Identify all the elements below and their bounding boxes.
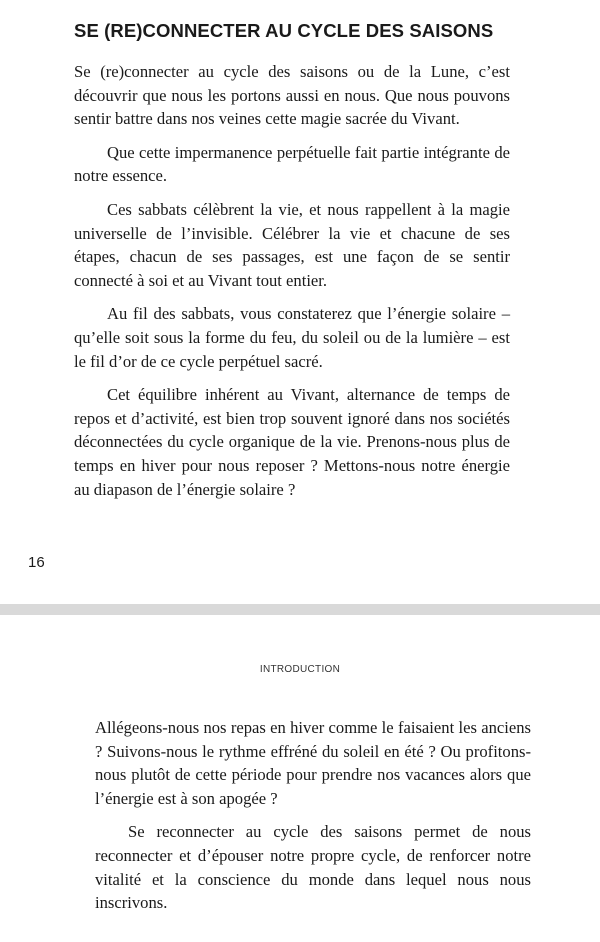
body-text-continued	[95, 716, 531, 925]
page-number: 16	[28, 554, 45, 571]
paragraph-5: Cet équilibre inhérent au Vivant, alternance de temps de repos et d’activité, est bien trop souvent ignoré dans nos sociétés déconnectées du cycle organique de la vie. Prenons-nous plus de temps en hiver pour nous reposer ? Mettons-nous notre énergie au diapason de l’énergie solaire ?	[74, 385, 510, 499]
paragraph-2: Que cette impermanence perpétuelle fait partie intégrante de notre essence.	[74, 142, 510, 186]
page-separator	[0, 604, 600, 615]
page-17	[0, 615, 600, 942]
paragraph-1: Se (re)connecter au cycle des saisons ou de la Lune, c’est découvrir que nous les portons aussi en nous. Que nous pouvons sentir battre dans nos veines cette magie sacrée du Vivant.	[74, 62, 510, 129]
paragraph-4: Au fil des sabbats, vous constaterez que l’énergie solaire – qu’elle soit sous la forme du feu, du soleil ou de la lumière – est le fil d’or de ce cycle perpétuel sacré.	[74, 304, 510, 371]
running-head: INTRODUCTION	[259, 664, 341, 675]
paragraph-3: Ces sabbats célèbrent la vie, et nous rappellent à la magie universelle de l’invisible. Célébrer la vie et chacune de ses étapes, chacun de ses passages, est une façon de se sentir connecté à soi et au Vivant tout entier.	[74, 199, 510, 290]
paragraph-7: Se reconnecter au cycle des saisons permet de nous reconnecter et d’épouser notre propre cycle, de renforcer notre vitalité et la conscience du monde dans lequel nous nous inscrivons.	[95, 822, 531, 913]
paragraph-6: Allégeons-nous nos repas en hiver comme le faisaient les anciens ? Suivons-nous le rythme effréné du soleil en été ? Ou profitons-nous plutôt de cette période pour prendre nos vacances alors que l’énergie est à son apogée ?	[95, 718, 531, 808]
section-heading: SE (RE)CONNECTER AU CYCLE DES SAISONS	[74, 20, 494, 41]
body-text	[74, 60, 510, 511]
